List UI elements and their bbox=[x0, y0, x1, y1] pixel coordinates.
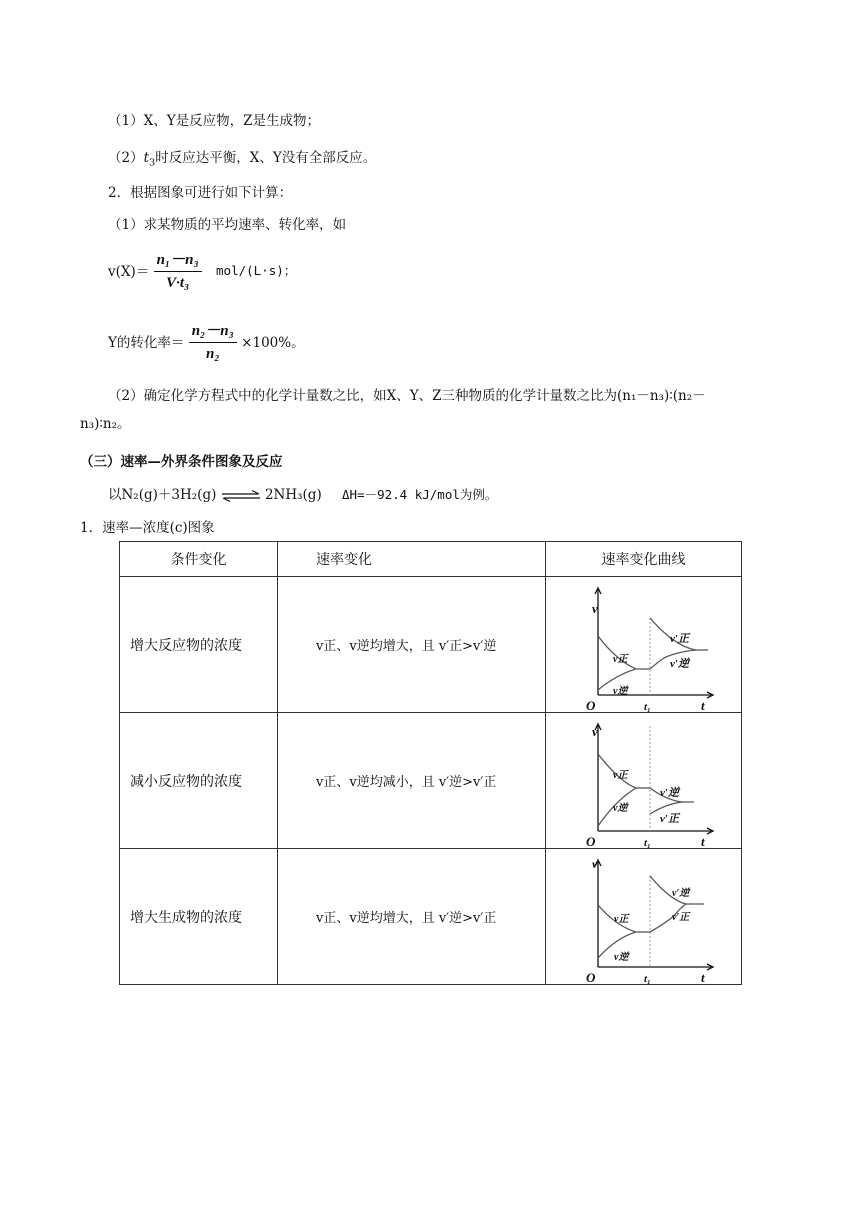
v-reverse-prime-label: v′逆 bbox=[672, 887, 690, 899]
t1-label: t₁ bbox=[644, 700, 651, 712]
graph-cell bbox=[546, 713, 742, 849]
rate-change-cell: v正、v逆均减小，且 v′逆>v′正 bbox=[278, 713, 546, 849]
formula-conversion: Y的转化率＝ $\frac{\text{n₂－n₃}}{\text{n₂}}$ ×100%。 bbox=[108, 319, 305, 363]
table-row bbox=[120, 849, 742, 985]
formula-rate: v(X)＝ $\frac{\text{n₁－n₃}}{\text{V·t₃}}$ mol/(L·s)； bbox=[108, 248, 296, 292]
reaction-equation: 以N₂(g)＋3H₂(g) 2NH₃(g) ΔH=－92.4 kJ/mol为例。 bbox=[108, 487, 498, 503]
t-axis-label: t bbox=[701, 697, 705, 712]
table-header: 速率变化 bbox=[278, 542, 546, 577]
text-line-7: （2）确定化学方程式中的化学计量数之比，如X、Y、Z三种物质的化学计量数之比为(n₁－n₃)∶(n₂－ bbox=[108, 388, 706, 404]
v-forward-label: v正 bbox=[614, 913, 629, 925]
fraction-conversion: $\frac{\text{n₂－n₃}}{\text{n₂}}$ bbox=[189, 319, 237, 363]
v-reverse-prime-label: v′逆 bbox=[670, 657, 689, 670]
graph-cell bbox=[546, 849, 742, 985]
table-row bbox=[120, 713, 742, 849]
text-line-8: n₃)∶n₂。 bbox=[80, 416, 131, 432]
v-axis-label: v bbox=[592, 856, 598, 871]
table-row bbox=[120, 577, 742, 713]
rate-graph-decrease-reactant bbox=[546, 714, 742, 848]
table-header: 速率变化曲线 bbox=[546, 542, 742, 577]
v-forward-prime-label: v′正 bbox=[672, 911, 690, 923]
table-header-row bbox=[120, 542, 742, 577]
v-forward-label: v正 bbox=[613, 769, 628, 781]
rate-graph-increase-product bbox=[546, 850, 742, 984]
rate-change-cell: v正、v逆均增大，且 v′逆>v′正 bbox=[278, 849, 546, 985]
section-heading: （三）速率—外界条件图象及反应 bbox=[80, 454, 283, 470]
text-line-10: 1．速率—浓度(c)图象 bbox=[80, 520, 215, 536]
v-axis-label: v bbox=[592, 600, 598, 616]
condition-cell: 增大反应物的浓度 bbox=[120, 577, 278, 713]
origin-label: O bbox=[586, 833, 596, 848]
v-axis-label: v bbox=[592, 723, 598, 739]
t1-label: t₁ bbox=[644, 836, 651, 848]
t-axis-label: t bbox=[701, 833, 705, 848]
v-forward-prime-label: v′正 bbox=[660, 812, 679, 825]
v-reverse-prime-label: v′逆 bbox=[660, 786, 679, 799]
v-reverse-label: v逆 bbox=[613, 802, 628, 814]
v-reverse-label: v逆 bbox=[613, 685, 628, 697]
fraction-rate: $\frac{\text{n₁－n₃}}{\text{V·t₃}}$ bbox=[154, 248, 202, 292]
condition-cell: 减小反应物的浓度 bbox=[120, 713, 278, 849]
condition-cell: 增大生成物的浓度 bbox=[120, 849, 278, 985]
text-line-2: $(2)t_3$时反应达平衡，X、Y没有全部反应。 bbox=[108, 150, 377, 169]
t-axis-label: t bbox=[701, 969, 705, 984]
origin-label: O bbox=[586, 969, 596, 984]
text-line-4: （1）求某物质的平均速率、转化率，如 bbox=[108, 217, 347, 233]
v-reverse-label: v逆 bbox=[614, 951, 629, 963]
rate-graph-increase-reactant bbox=[546, 578, 742, 712]
rate-concentration-table bbox=[119, 541, 742, 985]
equilibrium-arrow-icon bbox=[221, 490, 261, 502]
v-forward-label: v正 bbox=[613, 653, 628, 665]
v-forward-prime-label: v′正 bbox=[670, 632, 689, 645]
table-header: 条件变化 bbox=[120, 542, 278, 577]
text-line-1: （1）X、Y是反应物，Z是生成物； bbox=[108, 113, 320, 129]
graph-cell bbox=[546, 577, 742, 713]
rate-change-cell: v正、v逆均增大，且 v′正>v′逆 bbox=[278, 577, 546, 713]
origin-label: O bbox=[586, 697, 596, 712]
text-line-3: 2．根据图象可进行如下计算： bbox=[108, 185, 293, 201]
t1-label: t₁ bbox=[644, 972, 651, 984]
